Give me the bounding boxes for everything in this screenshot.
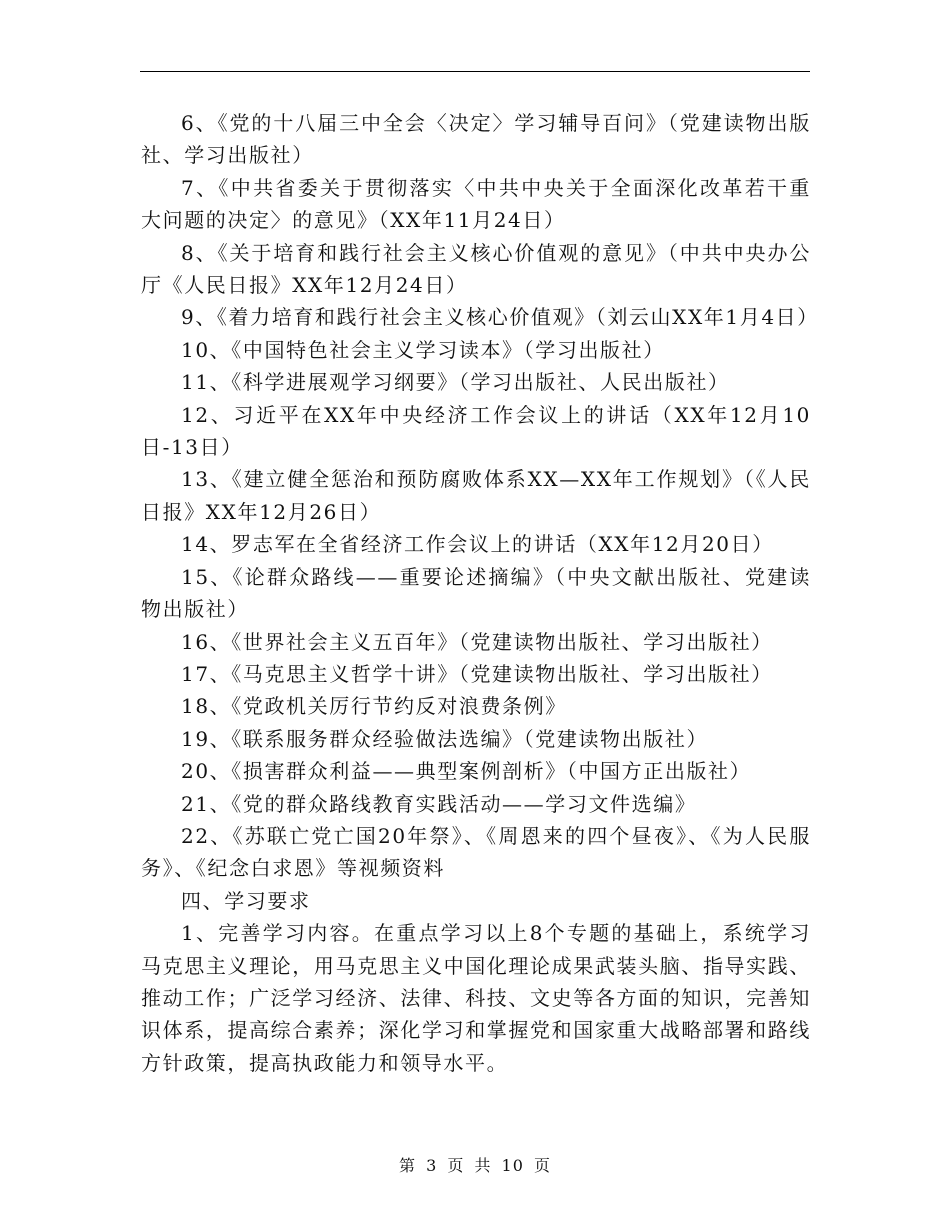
paragraph-item-21: 21、《党的群众路线教育实践活动——学习文件选编》 bbox=[181, 791, 697, 816]
document-body bbox=[141, 107, 819, 1079]
header-rule bbox=[140, 71, 810, 72]
paragraph-item-22: 22、《苏联亡党亡国20年祭》、《周恩来的四个昼夜》、《为人民服务》、《纪念白求恩》等视频资料 bbox=[141, 823, 811, 881]
paragraph-item-11: 11、《科学进展观学习纲要》（学习出版社、人民出版社） bbox=[181, 370, 730, 395]
paragraph-item-15: 15、《论群众路线——重要论述摘编》（中央文献出版社、党建读物出版社） bbox=[141, 564, 811, 622]
paragraph-item-18: 18、《党政机关厉行节约反对浪费条例》 bbox=[181, 694, 567, 719]
paragraph-item-19: 19、《联系服务群众经验做法选编》（党建读物出版社） bbox=[181, 726, 709, 751]
paragraph-item-13: 13、《建立健全惩治和预防腐败体系XX—XX年工作规划》（《人民日报》XX年12月26日） bbox=[141, 467, 811, 524]
paragraph-item-10: 10、《中国特色社会主义学习读本》（学习出版社） bbox=[181, 337, 665, 362]
section-heading-requirements: 四、学习要求 bbox=[181, 888, 311, 913]
paragraph-item-20: 20、《损害群众利益——典型案例剖析》（中国方正出版社） bbox=[181, 759, 752, 784]
paragraph-item-17: 17、《马克思主义哲学十讲》（党建读物出版社、学习出版社） bbox=[181, 661, 773, 686]
paragraph-item-6: 6、《党的十八届三中全会〈决定〉学习辅导百问》（党建读物出版社、学习出版社） bbox=[141, 111, 811, 168]
paragraph-item-12: 12、习近平在XX年中央经济工作会议上的讲话（XX年12月10日-13日） bbox=[141, 402, 811, 460]
paragraph-item-7: 7、《中共省委关于贯彻落实〈中共中央关于全面深化改革若干重大问题的决定〉的意见》（XX年11月24日） bbox=[141, 175, 811, 233]
paragraph-item-16: 16、《世界社会主义五百年》（党建读物出版社、学习出版社） bbox=[181, 629, 773, 654]
paragraph-item-14: 14、罗志军在全省经济工作会议上的讲话（XX年12月20日） bbox=[181, 532, 774, 557]
paragraph-item-9: 9、《着力培育和践行社会主义核心价值观》（刘云山XX年1月4日） bbox=[181, 305, 819, 330]
paragraph-item-8: 8、《关于培育和践行社会主义核心价值观的意见》（中共中央办公厅《人民日报》XX年12月24日） bbox=[141, 240, 811, 298]
page-number-footer: 第 3 页 共 10 页 bbox=[399, 1156, 551, 1175]
paragraph-requirement-1: 1、完善学习内容。在重点学习以上8个专题的基础上，系统学习马克思主义理论，用马克思主义中国化理论成果武装头脑、指导实践、推动工作；广泛学习经济、法律、科技、文史等各方面的知识，完善知识体系，提高综合素养；深化学习和掌握党和国家重大战略部署和路线方针政策，提高执政能力和领导水平。 bbox=[141, 921, 811, 1075]
